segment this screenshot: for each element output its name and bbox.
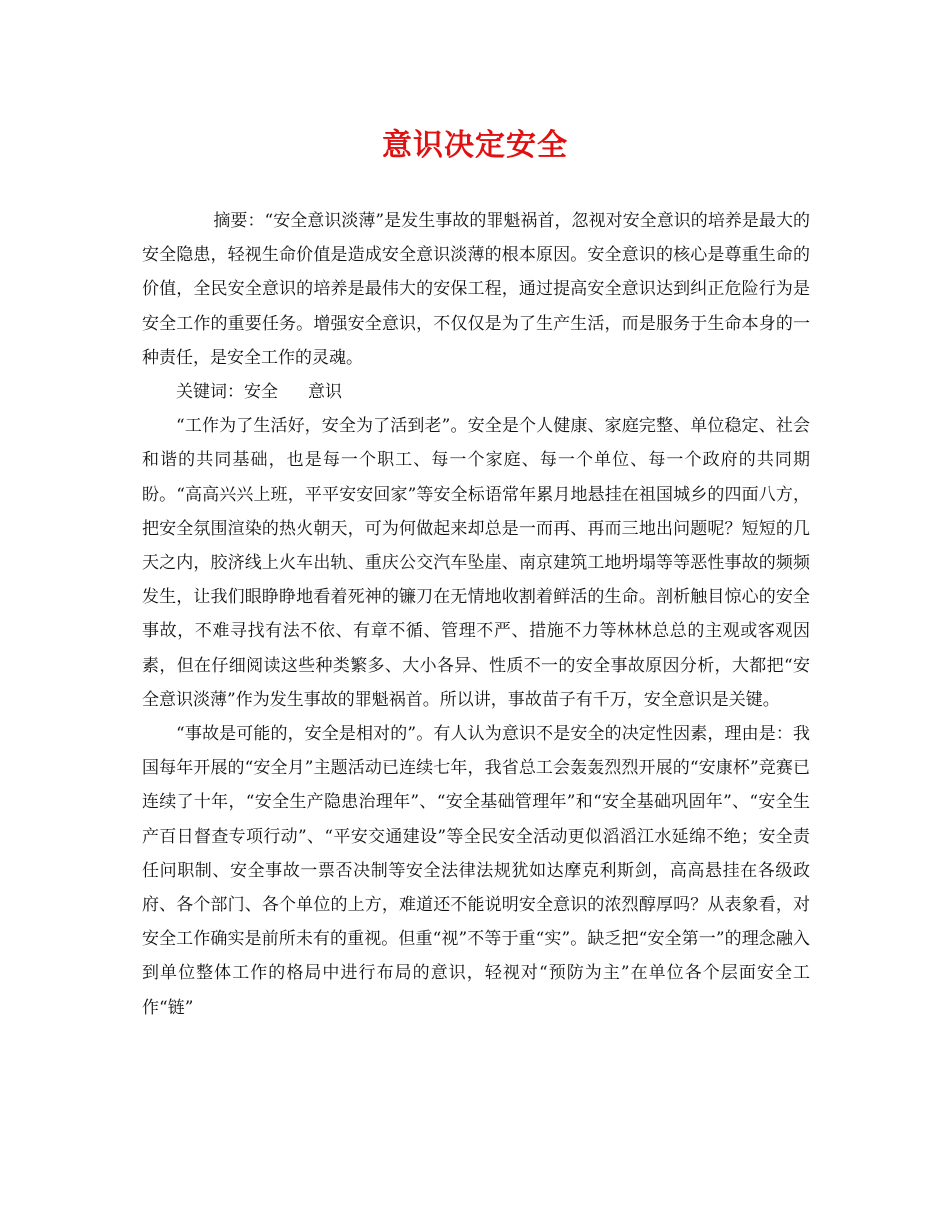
keywords-value: 意识: [308, 382, 342, 403]
body-paragraph-1: “工作为了生活好，安全为了活到老”。安全是个人健康、家庭完整、单位稳定、社会和谐的共同基础，也是每一个职工、每一个家庭、每一个单位、每一个政府的共同期盼。“高高兴兴上班，平平安安回家”等安全标语常年累月地悬挂在祖国城乡的四面八方，把安全氛围渲染的热火朝天，可为何做起来却总是一而再、再而三地出问题呢？短短的几天之内，胶济线上火车出轨、重庆公交汽车坠崖、南京建筑工地坍塌等等恶性事故的频频发生，让我们眼睁睁地看着死神的镰刀在无情地收割着鲜活的生命。剖析触目惊心的安全事故，不难寻找有法不依、有章不循、管理不严、措施不力等林林总总的主观或客观因素，但在仔细阅读这些种类繁多、大小各异、性质不一的安全事故原因分析，大都把“安全意识淡薄”作为发生事故的罪魁祸首。所以讲，事故苗子有千万，安全意识是关键。: [142, 416, 810, 710]
keywords-label: 关键词：安全: [176, 382, 278, 403]
body-paragraph-2: “事故是可能的，安全是相对的”。有人认为意识不是安全的决定性因素，理由是：我国每年开展的“安全月”主题活动已连续七年，我省总工会轰轰烈烈开展的“安康杯”竞赛已连续了十年，“安全生产隐患治理年”、“安全基础管理年”和“安全基础巩固年”、“安全生产百日督查专项行动”、“平安交通建设”等全民安全活动更似滔滔江水延绵不绝；安全责任问职制、安全事故一票否决制等安全法律法规犹如达摩克利斯剑，高高悬挂在各级政府、各个部门、各个单位的上方，难道还不能说明安全意识的浓烈醇厚吗？从表象看，对安全工作确实是前所未有的重视。但重“视”不等于重“实”。缺乏把“安全第一”的理念融入到单位整体工作的格局中进行布局的意识，轻视对“预防为主”在单位各个层面安全工作“链”: [142, 724, 810, 1018]
document-body: [142, 204, 810, 1025]
document-title: 意识决定安全: [382, 128, 568, 163]
abstract-paragraph: 摘要：“安全意识淡薄”是发生事故的罪魁祸首，忽视对安全意识的培养是最大的安全隐患，轻视生命价值是造成安全意识淡薄的根本原因。安全意识的核心是尊重生命的价值，全民安全意识的培养是最伟大的安保工程，通过提高安全意识达到纠正危险行为是安全工作的重要任务。增强安全意识，不仅仅是为了生产生活，而是服务于生命本身的一种责任，是安全工作的灵魂。: [142, 211, 810, 368]
keywords-line: [142, 375, 810, 409]
